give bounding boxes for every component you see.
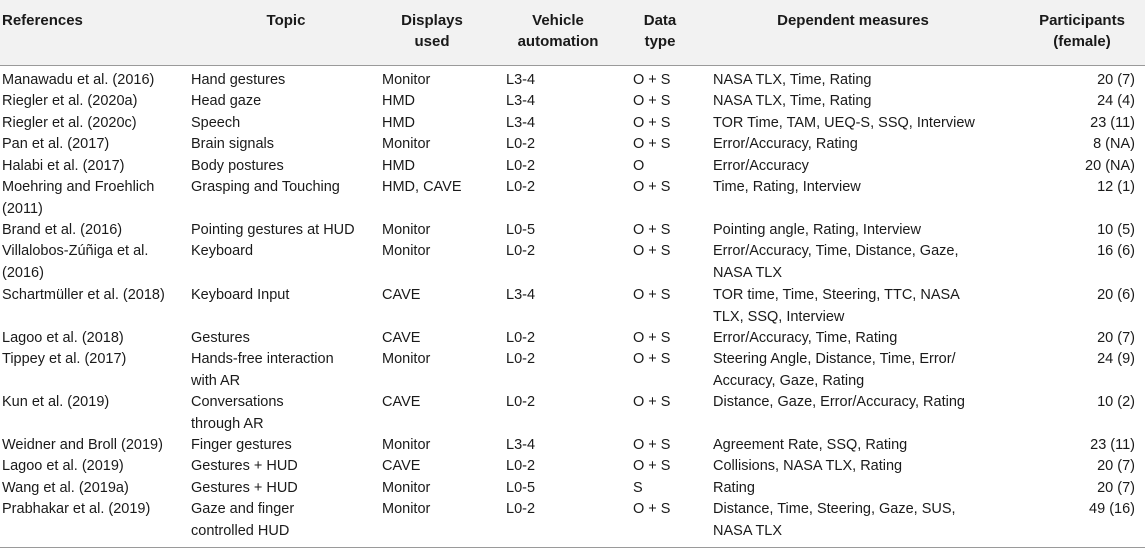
header-topic: Topic [266,12,306,29]
cell-reference: Villalobos-Zúñiga et al. (2016) [2,243,149,281]
cell-topic: Gestures [191,330,250,346]
cell-display: Monitor [382,136,431,152]
cell-topic: Gestures + HUD [191,458,298,474]
cell-datatype: O [633,158,645,174]
cell-participants: 12 (1) [1097,179,1135,195]
cell-datatype: O + S [633,501,671,517]
cell-measures: NASA TLX, Time, Rating [713,72,872,88]
cell-display: Monitor [382,243,431,259]
header-datatype: Data type [643,12,677,50]
cell-measures: Distance, Time, Steering, Gaze, SUS, NASA TLX [713,501,956,539]
cell-reference: Halabi et al. (2017) [2,158,125,174]
cell-topic: Speech [191,115,241,131]
cell-reference: Lagoo et al. (2019) [2,458,124,474]
cell-participants: 10 (2) [1097,394,1135,410]
cell-reference: Moehring and Froehlich (2011) [2,179,155,217]
cell-automation: L3-4 [506,437,536,453]
cell-reference: Manawadu et al. (2016) [2,72,155,88]
cell-measures: Error/Accuracy [713,158,809,174]
cell-display: CAVE [382,287,421,303]
cell-measures: Pointing angle, Rating, Interview [713,222,921,238]
cell-reference: Weidner and Broll (2019) [2,437,163,453]
cell-automation: L3-4 [506,115,536,131]
cell-automation: L0-2 [506,330,536,346]
cell-topic: Keyboard Input [191,287,290,303]
table-header [0,0,1145,66]
cell-measures: Steering Angle, Distance, Time, Error/ Accuracy, Gaze, Rating [713,351,956,389]
cell-participants: 20 (6) [1097,287,1135,303]
header-displays: Displays used [401,12,463,50]
cell-reference: Pan et al. (2017) [2,136,110,152]
cell-datatype: O + S [633,115,671,131]
cell-participants: 20 (7) [1097,480,1135,496]
cell-display: Monitor [382,72,431,88]
cell-automation: L3-4 [506,287,536,303]
cell-datatype: O + S [633,136,671,152]
cell-participants: 24 (4) [1097,93,1135,109]
cell-datatype: O + S [633,72,671,88]
cell-automation: L3-4 [506,93,536,109]
cell-display: HMD [382,158,416,174]
cell-topic: Hand gestures [191,72,286,88]
cell-display: HMD [382,115,416,131]
cell-display: CAVE [382,458,421,474]
cell-datatype: S [633,480,643,496]
cell-automation: L0-5 [506,222,536,238]
cell-topic: Finger gestures [191,437,292,453]
cell-automation: L0-2 [506,136,536,152]
cell-topic: Brain signals [191,136,275,152]
header-automation: Vehicle automation [517,12,599,50]
cell-measures: Collisions, NASA TLX, Rating [713,458,903,474]
cell-display: HMD [382,93,416,109]
cell-datatype: O + S [633,222,671,238]
cell-participants: 23 (11) [1090,115,1135,131]
cell-measures: Error/Accuracy, Time, Rating [713,330,898,346]
cell-display: Monitor [382,437,431,453]
cell-topic: Body postures [191,158,284,174]
cell-topic: Gaze and finger controlled HUD [191,501,295,539]
cell-datatype: O + S [633,179,671,195]
cell-automation: L3-4 [506,72,536,88]
cell-measures: Agreement Rate, SSQ, Rating [713,437,908,453]
cell-display: CAVE [382,330,421,346]
table-bottom-rule [0,547,1145,548]
cell-datatype: O + S [633,351,671,367]
cell-topic: Pointing gestures at HUD [191,222,355,238]
cell-participants: 10 (5) [1097,222,1135,238]
cell-datatype: O + S [633,437,671,453]
cell-datatype: O + S [633,93,671,109]
cell-topic: Hands-free interaction with AR [191,351,334,389]
cell-reference: Wang et al. (2019a) [2,480,129,496]
cell-automation: L0-2 [506,501,536,517]
cell-reference: Riegler et al. (2020a) [2,93,138,109]
cell-participants: 20 (NA) [1085,158,1135,174]
cell-datatype: O + S [633,243,671,259]
cell-participants: 23 (11) [1090,437,1135,453]
cell-participants: 20 (7) [1097,72,1135,88]
cell-automation: L0-2 [506,179,536,195]
cell-display: Monitor [382,351,431,367]
cell-reference: Prabhakar et al. (2019) [2,501,151,517]
cell-participants: 8 (NA) [1093,136,1135,152]
cell-topic: Keyboard [191,243,254,259]
cell-reference: Tippey et al. (2017) [2,351,127,367]
cell-measures: TOR time, Time, Steering, TTC, NASA TLX, SSQ, Interview [713,287,960,325]
cell-participants: 49 (16) [1089,501,1135,517]
cell-measures: Distance, Gaze, Error/Accuracy, Rating [713,394,965,410]
cell-reference: Lagoo et al. (2018) [2,330,124,346]
cell-datatype: O + S [633,287,671,303]
cell-participants: 20 (7) [1097,330,1135,346]
cell-participants: 24 (9) [1097,351,1135,367]
cell-reference: Brand et al. (2016) [2,222,123,238]
cell-measures: Time, Rating, Interview [713,179,861,195]
header-measures: Dependent measures [777,12,929,29]
cell-measures: TOR Time, TAM, UEQ-S, SSQ, Interview [713,115,975,131]
cell-datatype: O + S [633,458,671,474]
cell-topic: Head gaze [191,93,262,109]
cell-display: CAVE [382,394,421,410]
cell-automation: L0-2 [506,458,536,474]
cell-topic: Gestures + HUD [191,480,298,496]
cell-display: HMD, CAVE [382,179,462,195]
cell-reference: Schartmüller et al. (2018) [2,287,165,303]
cell-measures: NASA TLX, Time, Rating [713,93,872,109]
cell-display: Monitor [382,501,431,517]
cell-automation: L0-2 [506,243,536,259]
cell-datatype: O + S [633,394,671,410]
cell-automation: L0-2 [506,394,536,410]
cell-measures: Error/Accuracy, Rating [713,136,858,152]
cell-measures: Rating [713,480,755,496]
cell-reference: Kun et al. (2019) [2,394,110,410]
cell-datatype: O + S [633,330,671,346]
header-participants: Participants (female) [1039,12,1125,50]
cell-topic: Conversations through AR [191,394,284,432]
cell-participants: 20 (7) [1097,458,1135,474]
cell-reference: Riegler et al. (2020c) [2,115,137,131]
cell-participants: 16 (6) [1097,243,1135,259]
cell-topic: Grasping and Touching [191,179,340,195]
cell-automation: L0-5 [506,480,536,496]
cell-automation: L0-2 [506,158,536,174]
cell-display: Monitor [382,222,431,238]
cell-display: Monitor [382,480,431,496]
header-references: References [2,12,83,29]
cell-measures: Error/Accuracy, Time, Distance, Gaze, NASA TLX [713,243,959,281]
cell-automation: L0-2 [506,351,536,367]
